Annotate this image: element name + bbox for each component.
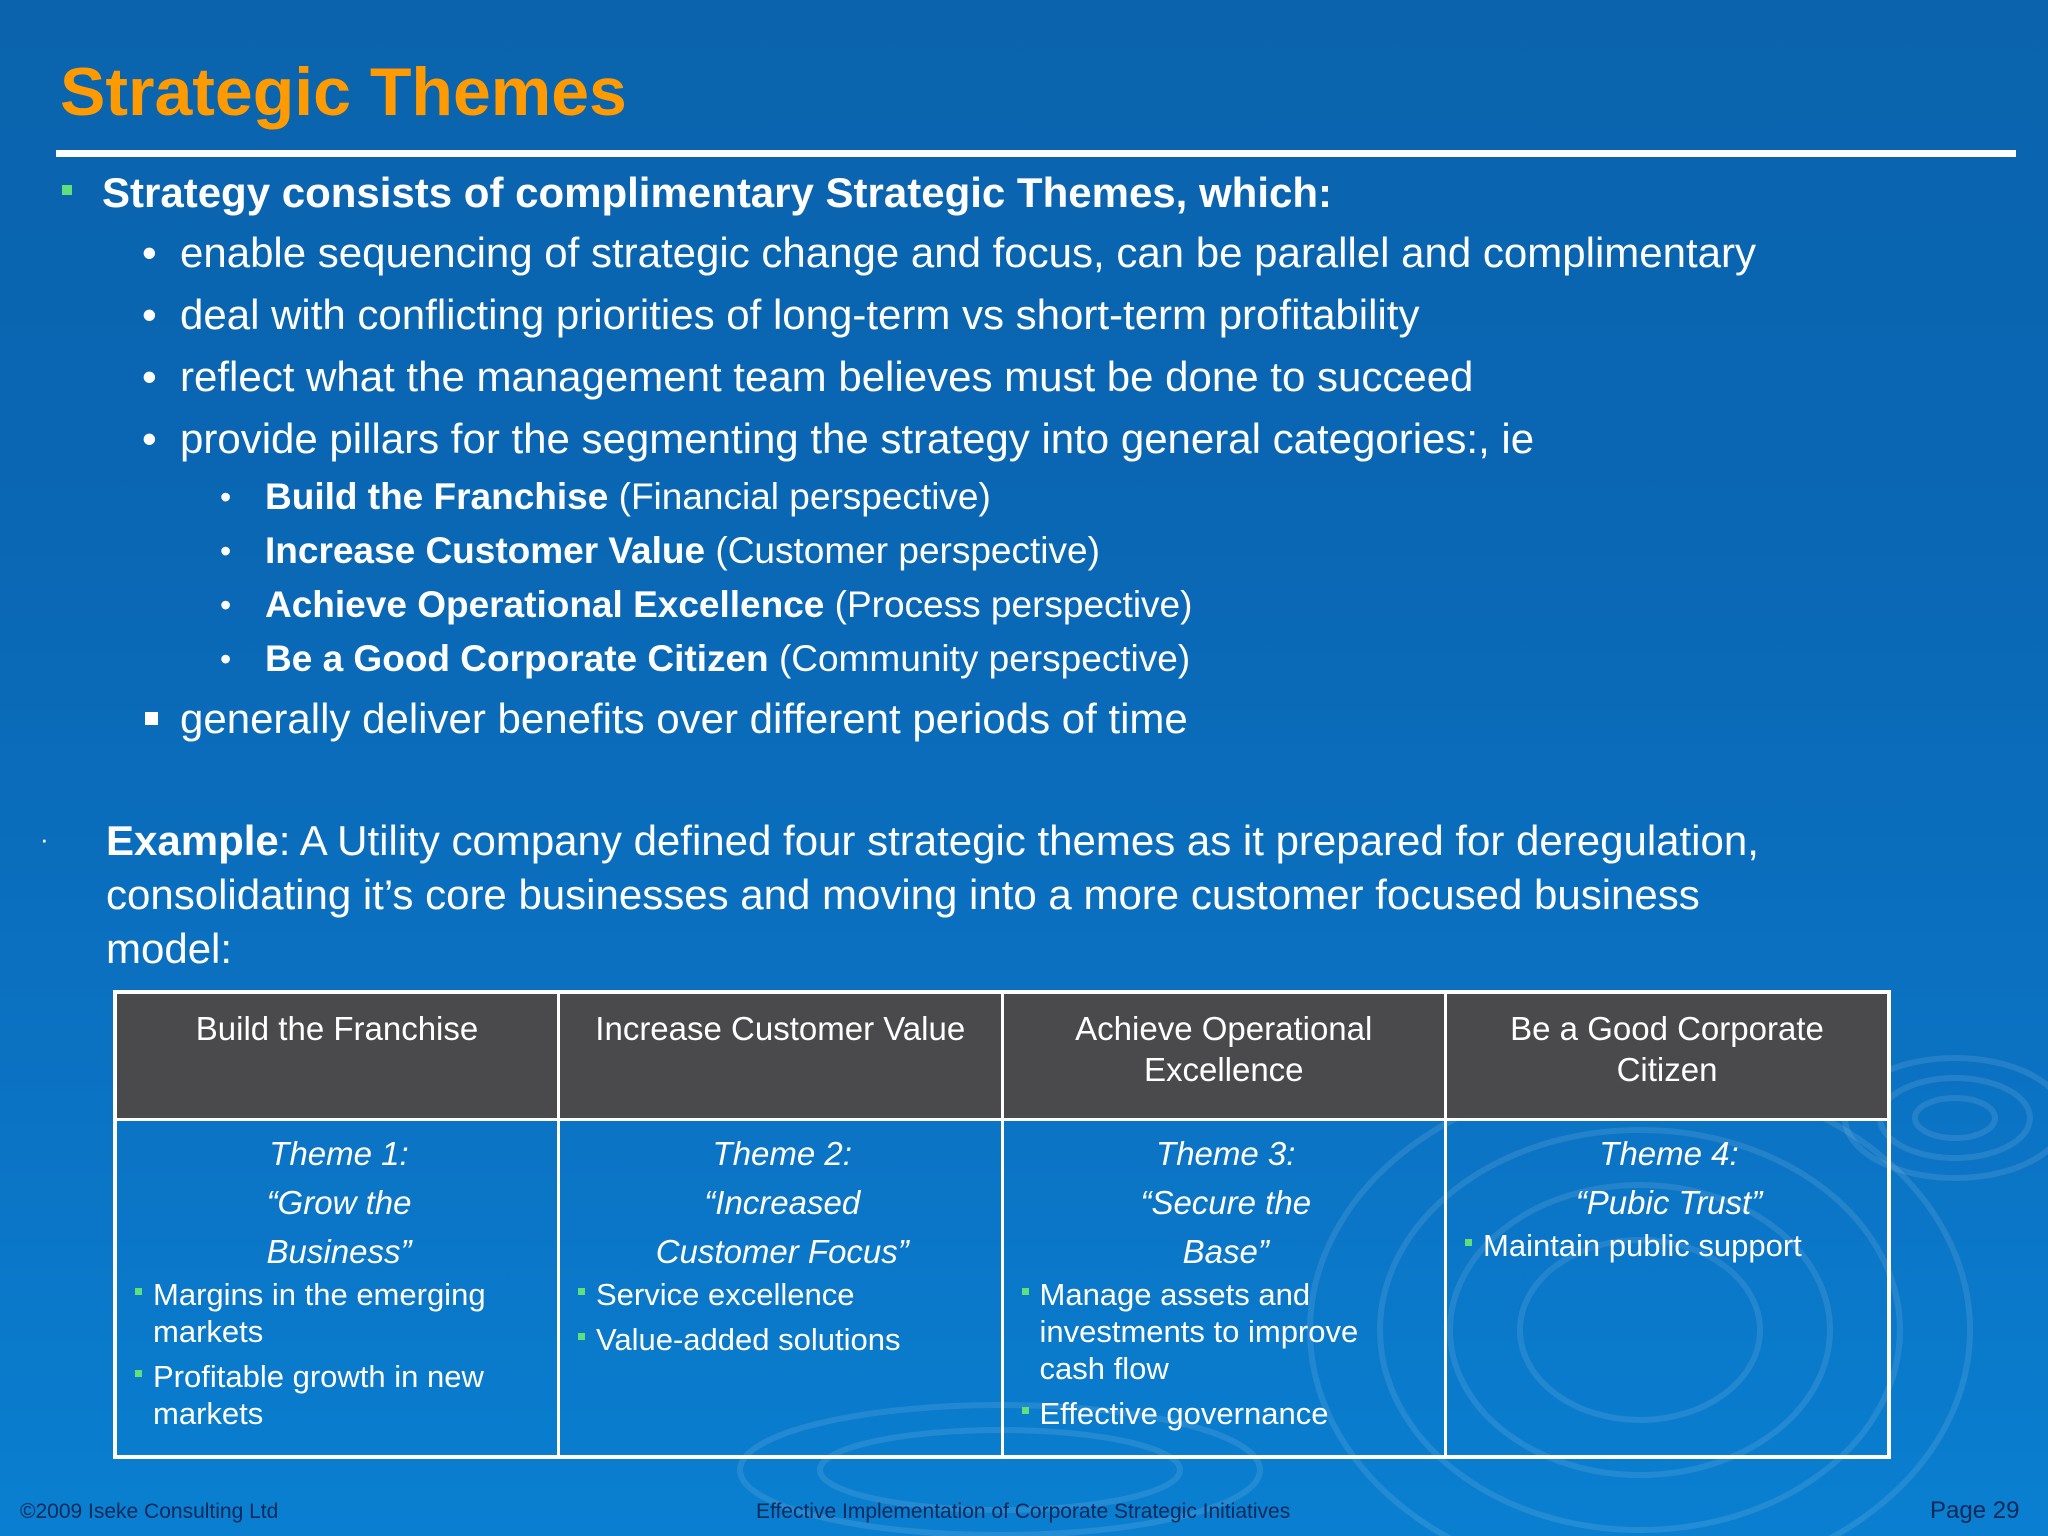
category-perspective: (Financial perspective): [618, 476, 991, 517]
category-name: Be a Good Corporate Citizen: [265, 638, 769, 679]
theme-items: [1020, 1276, 1433, 1432]
table-header-cell: Achieve Operational Excellence: [1002, 992, 1446, 1120]
list-item: [576, 1276, 989, 1313]
list-item: [1020, 1395, 1433, 1432]
list-item: [576, 1321, 989, 1358]
list-item-text: Value-added solutions: [596, 1322, 901, 1357]
footer-subtitle: Effective Implementation of Corporate Strategic Initiatives: [756, 1500, 1291, 1523]
theme-name-line: “Increased: [704, 1184, 861, 1221]
theme-items: [133, 1276, 545, 1432]
theme-cell-3: [1002, 1120, 1446, 1458]
example-text: : A Utility company defined four strategic themes as it prepared for deregulation, consolidating it’s core businesses and moving into a more customer focused business model:: [106, 817, 1759, 972]
category-perspective: (Customer perspective): [715, 530, 1100, 571]
list-item-text: Profitable growth in new markets: [153, 1359, 484, 1431]
bullet-icon: •: [142, 291, 157, 338]
list-item-text: Service excellence: [596, 1277, 855, 1312]
category-3: [265, 582, 1192, 628]
theme-name-line: Base”: [1182, 1233, 1269, 1270]
theme-cell-4: [1446, 1120, 1890, 1458]
point-5: generally deliver benefits over different periods of time: [180, 695, 1188, 742]
theme-label: Theme 3:: [1156, 1135, 1296, 1172]
theme-cell-1: [115, 1120, 559, 1458]
theme-name-line: Customer Focus”: [655, 1233, 909, 1270]
category-2: [265, 528, 1100, 574]
table-header-row: [115, 992, 1889, 1120]
theme-items: [1463, 1227, 1875, 1264]
theme-label: Theme 2:: [712, 1135, 852, 1172]
green-square-bullet-icon: [1022, 1288, 1029, 1295]
bullet-icon: •: [220, 479, 232, 515]
theme-name-line: Business”: [266, 1233, 412, 1270]
theme-items: [576, 1276, 989, 1358]
list-item: [133, 1276, 545, 1350]
square-bullet-icon: [145, 712, 158, 725]
bullet-icon: •: [220, 587, 232, 623]
list-item: [1463, 1227, 1875, 1264]
slide-title: Strategic Themes: [60, 54, 627, 130]
title-divider: [56, 150, 2016, 157]
category-name: Increase Customer Value: [265, 530, 706, 571]
theme-name-line: “Secure the: [1140, 1184, 1312, 1221]
list-item: [133, 1358, 545, 1432]
list-item-text: Margins in the emerging markets: [153, 1277, 486, 1349]
theme-label: Theme 1:: [269, 1135, 409, 1172]
category-1: [265, 474, 991, 520]
bullet-icon: •: [220, 641, 232, 677]
list-item-text: Maintain public support: [1483, 1228, 1802, 1263]
bullet-icon: •: [142, 353, 157, 400]
point-3: reflect what the management team believes must be done to succeed: [180, 353, 1474, 400]
footer-copyright: ©2009 Iseke Consulting Ltd: [20, 1500, 279, 1523]
theme-name-line: “Grow the: [266, 1184, 412, 1221]
category-name: Achieve Operational Excellence: [265, 584, 825, 625]
theme-label: Theme 4:: [1599, 1135, 1739, 1172]
green-square-bullet-icon: [62, 185, 72, 195]
bullet-icon: •: [142, 229, 157, 276]
green-square-bullet-icon: [578, 1333, 585, 1340]
intro-text: Strategy consists of complimentary Strategic Themes, which:: [102, 169, 1332, 216]
point-2: deal with conflicting priorities of long-term vs short-term profitability: [180, 291, 1420, 338]
bullet-icon: ·: [40, 824, 49, 854]
table-header-cell: Build the Franchise: [115, 992, 559, 1120]
green-square-bullet-icon: [135, 1370, 142, 1377]
theme-name-line: “Pubic Trust”: [1575, 1184, 1763, 1221]
table-header-cell: Increase Customer Value: [559, 992, 1003, 1120]
example-label: Example: [106, 817, 279, 864]
bullet-icon: •: [220, 533, 232, 569]
themes-table: [113, 990, 1891, 1459]
point-1: enable sequencing of strategic change and focus, can be parallel and complimentary: [180, 229, 1757, 276]
table-row: [115, 1120, 1889, 1458]
green-square-bullet-icon: [578, 1288, 585, 1295]
green-square-bullet-icon: [1465, 1239, 1472, 1246]
list-item-text: Manage assets and investments to improve cash flow: [1039, 1277, 1359, 1386]
table-header-cell: Be a Good Corporate Citizen: [1446, 992, 1890, 1120]
green-square-bullet-icon: [135, 1288, 142, 1295]
list-item: [1020, 1276, 1433, 1387]
green-square-bullet-icon: [1022, 1407, 1029, 1414]
category-name: Build the Franchise: [265, 476, 609, 517]
theme-cell-2: [559, 1120, 1003, 1458]
category-perspective: (Community perspective): [778, 638, 1191, 679]
point-4: provide pillars for the segmenting the strategy into general categories:, ie: [180, 415, 1535, 462]
category-perspective: (Process perspective): [834, 584, 1193, 625]
bullet-icon: •: [142, 415, 157, 462]
page-number: Page 29: [1930, 1497, 2020, 1524]
example-paragraph: [106, 814, 1826, 976]
list-item-text: Effective governance: [1039, 1396, 1329, 1431]
category-4: [265, 636, 1190, 682]
